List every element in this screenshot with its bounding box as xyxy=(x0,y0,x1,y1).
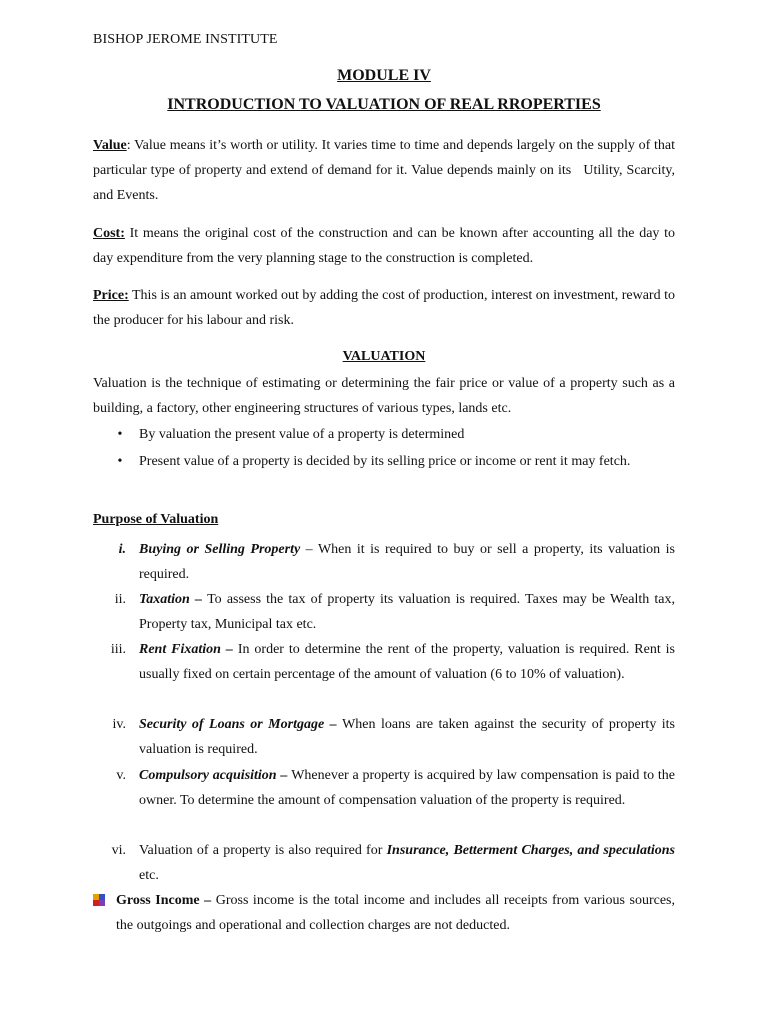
purpose-item xyxy=(93,637,675,687)
module-title: MODULE IV xyxy=(337,67,431,84)
main-title: INTRODUCTION TO VALUATION OF REAL RROPERTIES xyxy=(167,96,601,113)
item-text: When loans are taken against the security of property its valuation is required. xyxy=(139,717,675,757)
purpose-item xyxy=(93,763,675,813)
item-title: Buying or Selling Property xyxy=(139,542,301,557)
item-number: vi. xyxy=(111,843,126,858)
item-title: Taxation xyxy=(139,592,190,607)
definition-term: Cost: xyxy=(93,226,125,241)
valuation-heading: VALUATION xyxy=(342,349,426,364)
bullet-text: Present value of a property is decided by its selling price or income or rent it may fetch. xyxy=(139,454,631,469)
item-text: To assess the tax of property its valuation is required. Taxes may be Wealth tax, Property tax, Municipal tax etc. xyxy=(139,592,676,632)
item-text: In order to determine the rent of the property, valuation is required. Rent is usually fixed on certain percentage of the amount of valuation (6 to 10% of valuation). xyxy=(139,642,675,682)
gross-income-text: Gross income is the total income and includes all receipts from various sources, the outgoings and operational and collection charges are not deducted. xyxy=(116,893,675,933)
item-dash: – xyxy=(220,642,238,657)
definition-text: Value means it’s worth or utility. It varies time to time and depends largely on the supply of that particular type of property and extend of demand for it. Value depends mainly on its Utility, Scarcity, and Events. xyxy=(93,138,675,203)
purpose-item xyxy=(93,838,675,888)
purpose-heading: Purpose of Valuation xyxy=(93,512,219,527)
item-title: Security of Loans or Mortgage xyxy=(139,717,325,732)
bullet-icon: • xyxy=(117,427,123,442)
gross-income-dash: – xyxy=(199,893,216,908)
item-emphasis: Insurance, Betterment Charges, and speculations xyxy=(386,843,675,858)
bullet-icon: • xyxy=(117,454,123,469)
bullet-item xyxy=(113,449,675,474)
diamond-bullet-icon xyxy=(93,894,105,906)
item-number: v. xyxy=(116,768,126,783)
purpose-item xyxy=(93,537,675,587)
item-dash: – xyxy=(324,717,343,732)
item-dash: – xyxy=(300,542,318,557)
institute-header: BISHOP JEROME INSTITUTE xyxy=(93,32,278,47)
item-text-end: etc. xyxy=(139,868,159,883)
item-number: iv. xyxy=(112,717,126,732)
gross-income-term: Gross Income xyxy=(116,893,200,908)
item-number: iii. xyxy=(110,642,126,657)
purpose-item xyxy=(93,712,675,762)
definition-term: Value xyxy=(93,138,127,153)
item-dash: – xyxy=(276,768,292,783)
item-number: i. xyxy=(118,542,126,557)
definition-price xyxy=(93,283,675,333)
purpose-item xyxy=(93,587,675,637)
valuation-intro: Valuation is the technique of estimating or determining the fair price or value of a property such as a building, a factory, other engineering structures of various types, lands etc. xyxy=(93,376,675,416)
definition-value xyxy=(93,133,675,208)
bullet-text: By valuation the present value of a property is determined xyxy=(139,427,465,442)
bullet-item xyxy=(113,422,675,447)
item-number: ii. xyxy=(114,592,126,607)
definition-term: Price: xyxy=(93,288,129,303)
definition-sep: : xyxy=(126,138,131,153)
definition-cost xyxy=(93,221,675,271)
item-title: Rent Fixation xyxy=(139,642,221,657)
item-title: Compulsory acquisition xyxy=(139,768,277,783)
definition-text: This is an amount worked out by adding the cost of production, interest on investment, reward to the producer for his labour and risk. xyxy=(93,288,675,328)
item-dash: – xyxy=(189,592,208,607)
definition-text: It means the original cost of the construction and can be known after accounting all the day to day expenditure from the very planning stage to the construction is completed. xyxy=(93,226,675,266)
gross-income-item xyxy=(93,888,675,938)
item-text: When it is required to buy or sell a property, its valuation is required. xyxy=(139,542,676,582)
item-text: Valuation of a property is also required for xyxy=(139,843,387,858)
item-text: Whenever a property is acquired by law compensation is paid to the owner. To determine the amount of compensation valuation of the property is required. xyxy=(139,768,676,808)
